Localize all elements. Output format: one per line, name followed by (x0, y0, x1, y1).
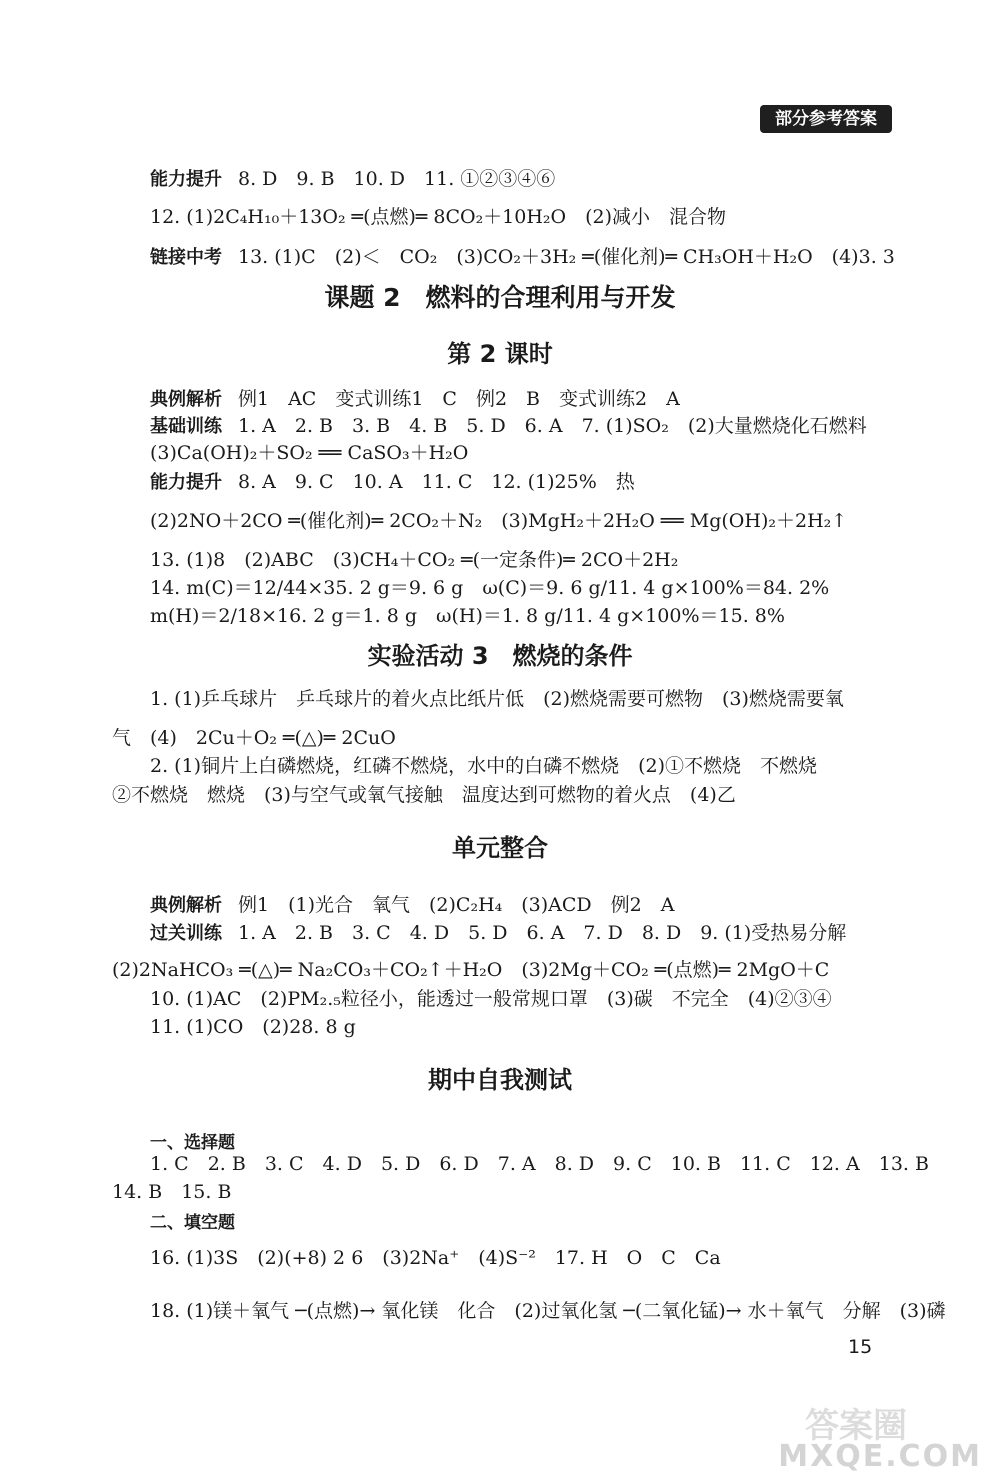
answer-text: 例1 (1)光合 氧气 (2)C₂H₄ (3)ACD 例2 A (238, 894, 675, 916)
unit-practice-line (150, 920, 846, 947)
answer-line-7-3: (3)Ca(OH)₂＋SO₂ ══ CaSO₃＋H₂O (150, 442, 469, 464)
answer-line-14-h: m(H)＝2/18×16. 2 g＝1. 8 g ω(H)＝1. 8 g/11. 4 g×100%＝15. 8% (150, 605, 785, 627)
section-multiple-choice: 一、选择题 (150, 1133, 235, 1153)
answer-text: 8. D 9. B 10. D 11. ①②③④⑥ (238, 168, 556, 190)
ability-line-1 (150, 166, 555, 193)
choice-line-2: 14. B 15. B (112, 1181, 232, 1203)
label-basic: 基础训练 (150, 416, 222, 437)
section-fill-in: 二、填空题 (150, 1213, 235, 1233)
heading-topic-2: 课题 2 燃料的合理利用与开发 (324, 283, 676, 312)
page-number: 15 (848, 1336, 873, 1358)
answer-text: 8. A 9. C 10. A 11. C 12. (1)25% 热 (238, 471, 635, 493)
unit-line-11: 11. (1)CO (2)28. 8 g (150, 1016, 356, 1038)
answer-line-12: 12. (1)2C₄H₁₀＋13O₂ ═(点燃)═ 8CO₂＋10H₂O (2)减小 混合物 (150, 206, 727, 228)
answer-line-14: 14. m(C)＝12/44×35. 2 g＝9. 6 g ω(C)＝9. 6 g/11. 4 g×100%＝84. 2% (150, 577, 830, 599)
exam-link-line (150, 244, 895, 271)
heading-midterm-test: 期中自我测试 (428, 1066, 572, 1094)
unit-example-line (150, 892, 674, 919)
experiment-line-1-cont: 气 (4) 2Cu＋O₂ ═(△)═ 2CuO (112, 727, 396, 749)
fill-line-16: 16. (1)3S (2)(+8) 2 6 (3)2Na⁺ (4)S⁻² 17. H O C Ca (150, 1247, 721, 1269)
reference-answers-tag: 部分参考答案 (760, 105, 892, 133)
answer-line-13: 13. (1)8 (2)ABC (3)CH₄＋CO₂ ═(一定条件)═ 2CO＋2H₂ (150, 549, 679, 571)
answer-text: 1. A 2. B 3. C 4. D 5. D 6. A 7. D 8. D 9. (1)受热易分解 (238, 922, 847, 944)
unit-line-9-2: (2)2NaHCO₃ ═(△)═ Na₂CO₃＋CO₂↑＋H₂O (3)2Mg＋CO₂ ═(点燃)═ 2MgO＋C (112, 959, 830, 981)
answer-text: 例1 AC 变式训练1 C 例2 B 变式训练2 A (238, 388, 680, 410)
watermark-site: MXQE.COM (778, 1439, 982, 1474)
experiment-line-2: 2. (1)铜片上白磷燃烧，红磷不燃烧，水中的白磷不燃烧 (2)①不燃烧 不燃烧 (150, 755, 817, 777)
answer-text: 1. A 2. B 3. B 4. B 5. D 6. A 7. (1)SO₂ (2)大量燃烧化石燃料 (238, 415, 867, 437)
heading-lesson-2: 第 2 课时 (447, 340, 553, 368)
label-practice: 过关训练 (150, 923, 222, 944)
unit-line-10: 10. (1)AC (2)PM₂.₅粒径小，能透过一般常规口罩 (3)碳 不完全 (4)②③④ (150, 988, 832, 1010)
answer-line-12-2: (2)2NO＋2CO ═(催化剂)═ 2CO₂＋N₂ (3)MgH₂＋2H₂O ══ Mg(OH)₂＋2H₂↑ (150, 510, 848, 532)
label-example: 典例解析 (150, 389, 222, 410)
experiment-line-2-cont: ②不燃烧 燃烧 (3)与空气或氧气接触 温度达到可燃物的着火点 (4)乙 (112, 784, 736, 806)
label-exam-link: 链接中考 (150, 247, 222, 268)
label-example: 典例解析 (150, 895, 222, 916)
label-ability: 能力提升 (150, 169, 222, 190)
answer-text: 13. (1)C (2)＜ CO₂ (3)CO₂＋3H₂ ═(催化剂)═ CH₃OH＋H₂O (4)3. 3 (238, 246, 895, 268)
watermark-brand: 答案圈 (805, 1406, 907, 1446)
example-line (150, 386, 680, 413)
heading-unit-integration: 单元整合 (452, 834, 548, 862)
experiment-line-1: 1. (1)乒乓球片 乒乓球片的着火点比纸片低 (2)燃烧需要可燃物 (3)燃烧需要氧 (150, 688, 844, 710)
choice-line-1: 1. C 2. B 3. C 4. D 5. D 6. D 7. A 8. D 9. C 10. B 11. C 12. A 13. B (150, 1153, 929, 1175)
label-ability: 能力提升 (150, 472, 222, 493)
ability-line-2 (150, 469, 635, 496)
heading-experiment-3: 实验活动 3 燃烧的条件 (367, 642, 633, 670)
fill-line-18: 18. (1)镁＋氧气 ─(点燃)→ 氧化镁 化合 (2)过氧化氢 ─(二氧化锰)→ 水＋氧气 分解 (3)磷 (150, 1300, 946, 1322)
basic-line (150, 413, 867, 440)
